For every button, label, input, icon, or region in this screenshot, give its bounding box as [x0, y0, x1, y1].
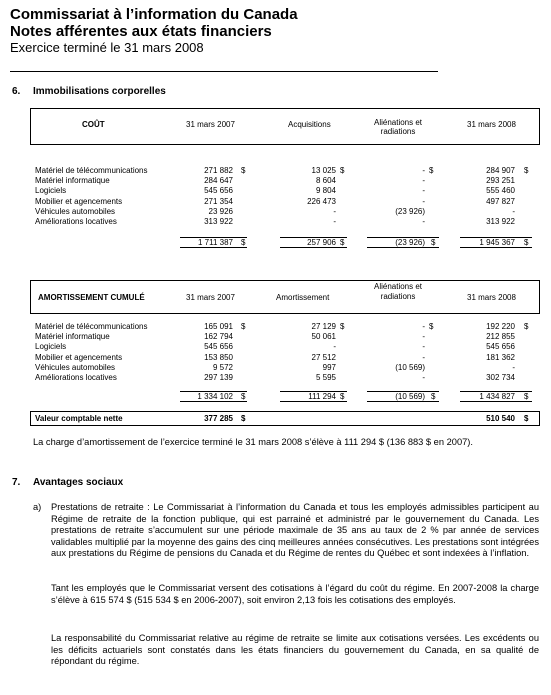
cost-cell-c2: 9 804 [315, 186, 336, 196]
cost-row-label: Améliorations locatives [35, 217, 117, 226]
cost-cell-c3: (23 926) [395, 206, 425, 216]
section-6-number: 6. [12, 86, 21, 97]
amort-dollar-sign: $ [241, 322, 246, 331]
section-7-title: Avantages sociaux [33, 477, 124, 488]
section-6-title: Immobilisations corporelles [33, 86, 166, 97]
cost-cell-c4: - [512, 206, 515, 216]
cost-row-label: Véhicules automobiles [35, 206, 116, 216]
net-value-2007: 377 285 [204, 414, 233, 423]
cost-cell-c4: 284 907 [486, 166, 515, 175]
amort-row-label: Logiciels [35, 342, 67, 352]
amort-header-2008: 31 mars 2008 [467, 293, 516, 302]
amort-cell-c2: 27 129 [311, 322, 336, 331]
amort-cell-c2: - [333, 342, 336, 352]
amort-cell-c3: - [422, 352, 425, 362]
cost-cell-c1: 545 656 [204, 186, 233, 196]
cost-cell-c1: 271 882 [204, 166, 233, 175]
amort-header-amortization: Amortissement [276, 293, 330, 302]
amort-total-underline-3 [367, 401, 439, 402]
amort-header-label: AMORTISSEMENT CUMULÉ [38, 293, 145, 302]
amort-total-c4: 1 434 827 [479, 392, 515, 401]
amort-cell-c3: - [422, 332, 425, 342]
cost-dollar-sign: $ [340, 166, 345, 175]
cost-cell-c2: 8 604 [315, 176, 336, 186]
cost-total-dollar-sign: $ [241, 238, 246, 247]
fiscal-period: Exercice terminé le 31 mars 2008 [10, 40, 204, 55]
net-value-label: Valeur comptable nette [35, 414, 123, 423]
cost-total-dollar-sign: $ [431, 238, 436, 247]
amort-cell-c4: 212 855 [486, 332, 515, 342]
cost-dollar-sign: $ [429, 166, 434, 175]
cost-table-header-box [30, 108, 540, 145]
amort-row-label: Véhicules automobiles [35, 362, 116, 372]
amort-cell-c4: 192 220 [486, 322, 515, 331]
cost-total-underline-3 [367, 247, 439, 248]
cost-total-underline-4 [460, 247, 532, 248]
amort-cell-c1: 9 572 [212, 362, 233, 372]
amort-cell-c4: - [512, 362, 515, 372]
amort-cell-c1: 153 850 [204, 352, 233, 362]
amort-cell-c1: 162 794 [204, 332, 233, 342]
cost-dollar-sign: $ [241, 166, 246, 175]
cost-row-label: Mobilier et agencements [35, 196, 123, 206]
cost-cell-c2: - [333, 206, 336, 216]
cost-cell-c1: 313 922 [204, 217, 233, 226]
document-subtitle: Notes afférentes aux états financiers [10, 23, 272, 40]
cost-cell-c2: 13 025 [311, 166, 336, 175]
amort-total-dollar-sign: $ [340, 392, 345, 401]
pension-paragraph-3: La responsabilité du Commissariat relative au régime de retraite se limite aux cotisations versées. Les excédents ou les déficits actuariels sont constatés dans les états financiers du gouvernement du Canada, en sa qualité de répondant du régime. [51, 633, 539, 667]
amort-total-dollar-sign: $ [431, 392, 436, 401]
cost-total-underline-2 [280, 247, 347, 248]
cost-cell-c3: - [422, 166, 425, 175]
cost-cell-c2: - [333, 217, 336, 226]
cost-dollar-sign: $ [524, 166, 529, 175]
document-title: Commissariat à l’information du Canada [10, 6, 298, 23]
amort-total-c3: (10 569) [395, 392, 425, 401]
cost-header-label: COÛT [82, 120, 105, 129]
amort-total-underline-2 [280, 401, 347, 402]
cost-row-label: Logiciels [35, 186, 67, 196]
amort-cell-c2: 50 061 [311, 332, 336, 342]
amort-dollar-sign: $ [429, 322, 434, 331]
amort-row-label: Améliorations locatives [35, 373, 117, 382]
amort-total-underline-1 [180, 401, 247, 402]
pension-paragraph-2: Tant les employés que le Commissariat versent des cotisations à l’égard du coût du régime. En 2007-2008 la charge s’élève à 615 574 $ (515 534 $ en 2006-2007), soit environ 2,13 fois les cotisations des employés. [51, 583, 539, 605]
item-letter: a) [33, 502, 42, 512]
cost-cell-c1: 271 354 [204, 196, 233, 206]
net-value-2007-dollar: $ [241, 414, 246, 423]
amort-cell-c4: 545 656 [486, 342, 515, 352]
net-value-2008-dollar: $ [524, 414, 529, 423]
amort-cell-c2: 997 [322, 362, 336, 372]
amort-cell-c4: 302 734 [486, 373, 515, 382]
amort-cell-c3: - [422, 322, 425, 331]
amort-cell-c1: 165 091 [204, 322, 233, 331]
amort-total-c1: 1 334 102 [197, 392, 233, 401]
cost-total-dollar-sign: $ [524, 238, 529, 247]
cost-total-underline-1 [180, 247, 247, 248]
amort-total-dollar-sign: $ [241, 392, 246, 401]
cost-cell-c4: 293 251 [486, 176, 515, 186]
amort-header-2007: 31 mars 2007 [186, 293, 235, 302]
cost-total-dollar-sign: $ [340, 238, 345, 247]
header-rule [10, 71, 438, 72]
pension-paragraph-1: Prestations de retraite : Le Commissariat à l’information du Canada et tous les employés admissibles participent au Régime de retraite de la fonction publique, qui est parrainé et administré par le gouvernement du Canada. Les prestations de retraite s’accumulent sur une période maximale de 35 ans au taux de 2 % par année de services validables multiplié par la moyenne des gains des cinq meilleures années consécutives. Les prestations sont intégrées aux prestations du Régime de pensions du Canada et du Régime de rentes du Québec et sont indexées à l’inflation. [51, 502, 539, 559]
amort-dollar-sign: $ [524, 322, 529, 331]
cost-header-acquisitions: Acquisitions [288, 120, 331, 129]
amort-dollar-sign: $ [340, 322, 345, 331]
cost-cell-c3: - [422, 186, 425, 196]
amort-row-label: Matériel informatique [35, 332, 110, 342]
net-value-2008: 510 540 [486, 414, 515, 423]
amort-cell-c2: 27 512 [311, 352, 336, 362]
cost-total-c2: 257 906 [307, 238, 336, 247]
amort-cell-c4: 181 362 [486, 352, 515, 362]
amort-total-underline-4 [460, 401, 532, 402]
amort-cell-c1: 545 656 [204, 342, 233, 352]
amort-total-dollar-sign: $ [524, 392, 529, 401]
cost-cell-c2: 226 473 [307, 196, 336, 206]
amort-cell-c3: (10 569) [395, 362, 425, 372]
cost-cell-c4: 313 922 [486, 217, 515, 226]
cost-cell-c3: - [422, 176, 425, 186]
amort-header-disposals: Aliénations et radiations [373, 282, 423, 301]
cost-cell-c1: 23 926 [208, 206, 233, 216]
cost-total-c1: 1 711 387 [198, 238, 233, 247]
cost-header-2007: 31 mars 2007 [186, 120, 235, 129]
cost-cell-c3: - [422, 217, 425, 226]
amort-cell-c3: - [422, 342, 425, 352]
cost-cell-c1: 284 647 [204, 176, 233, 186]
cost-cell-c4: 555 460 [486, 186, 515, 196]
cost-header-2008: 31 mars 2008 [467, 120, 516, 129]
section-7-number: 7. [12, 477, 21, 488]
cost-total-c4: 1 945 367 [479, 238, 515, 247]
cost-total-c3: (23 926) [395, 238, 425, 247]
amort-cell-c1: 297 139 [204, 373, 233, 382]
amort-cell-c3: - [422, 373, 425, 382]
cost-header-disposals: Aliénations et radiations [373, 118, 423, 136]
amort-row-label: Mobilier et agencements [35, 352, 123, 362]
amort-cell-c2: 5 595 [315, 373, 336, 382]
cost-row-label: Matériel informatique [35, 176, 110, 186]
cost-cell-c4: 497 827 [486, 196, 515, 206]
amort-row-label: Matériel de télécommunications [35, 322, 148, 331]
cost-row-label: Matériel de télécommunications [35, 166, 148, 175]
amort-total-c2: 111 294 [308, 392, 336, 401]
amortization-note: La charge d’amortissement de l’exercice terminé le 31 mars 2008 s’élève à 111 294 $ (136 883 $ en 2007). [33, 437, 473, 447]
cost-cell-c3: - [422, 196, 425, 206]
